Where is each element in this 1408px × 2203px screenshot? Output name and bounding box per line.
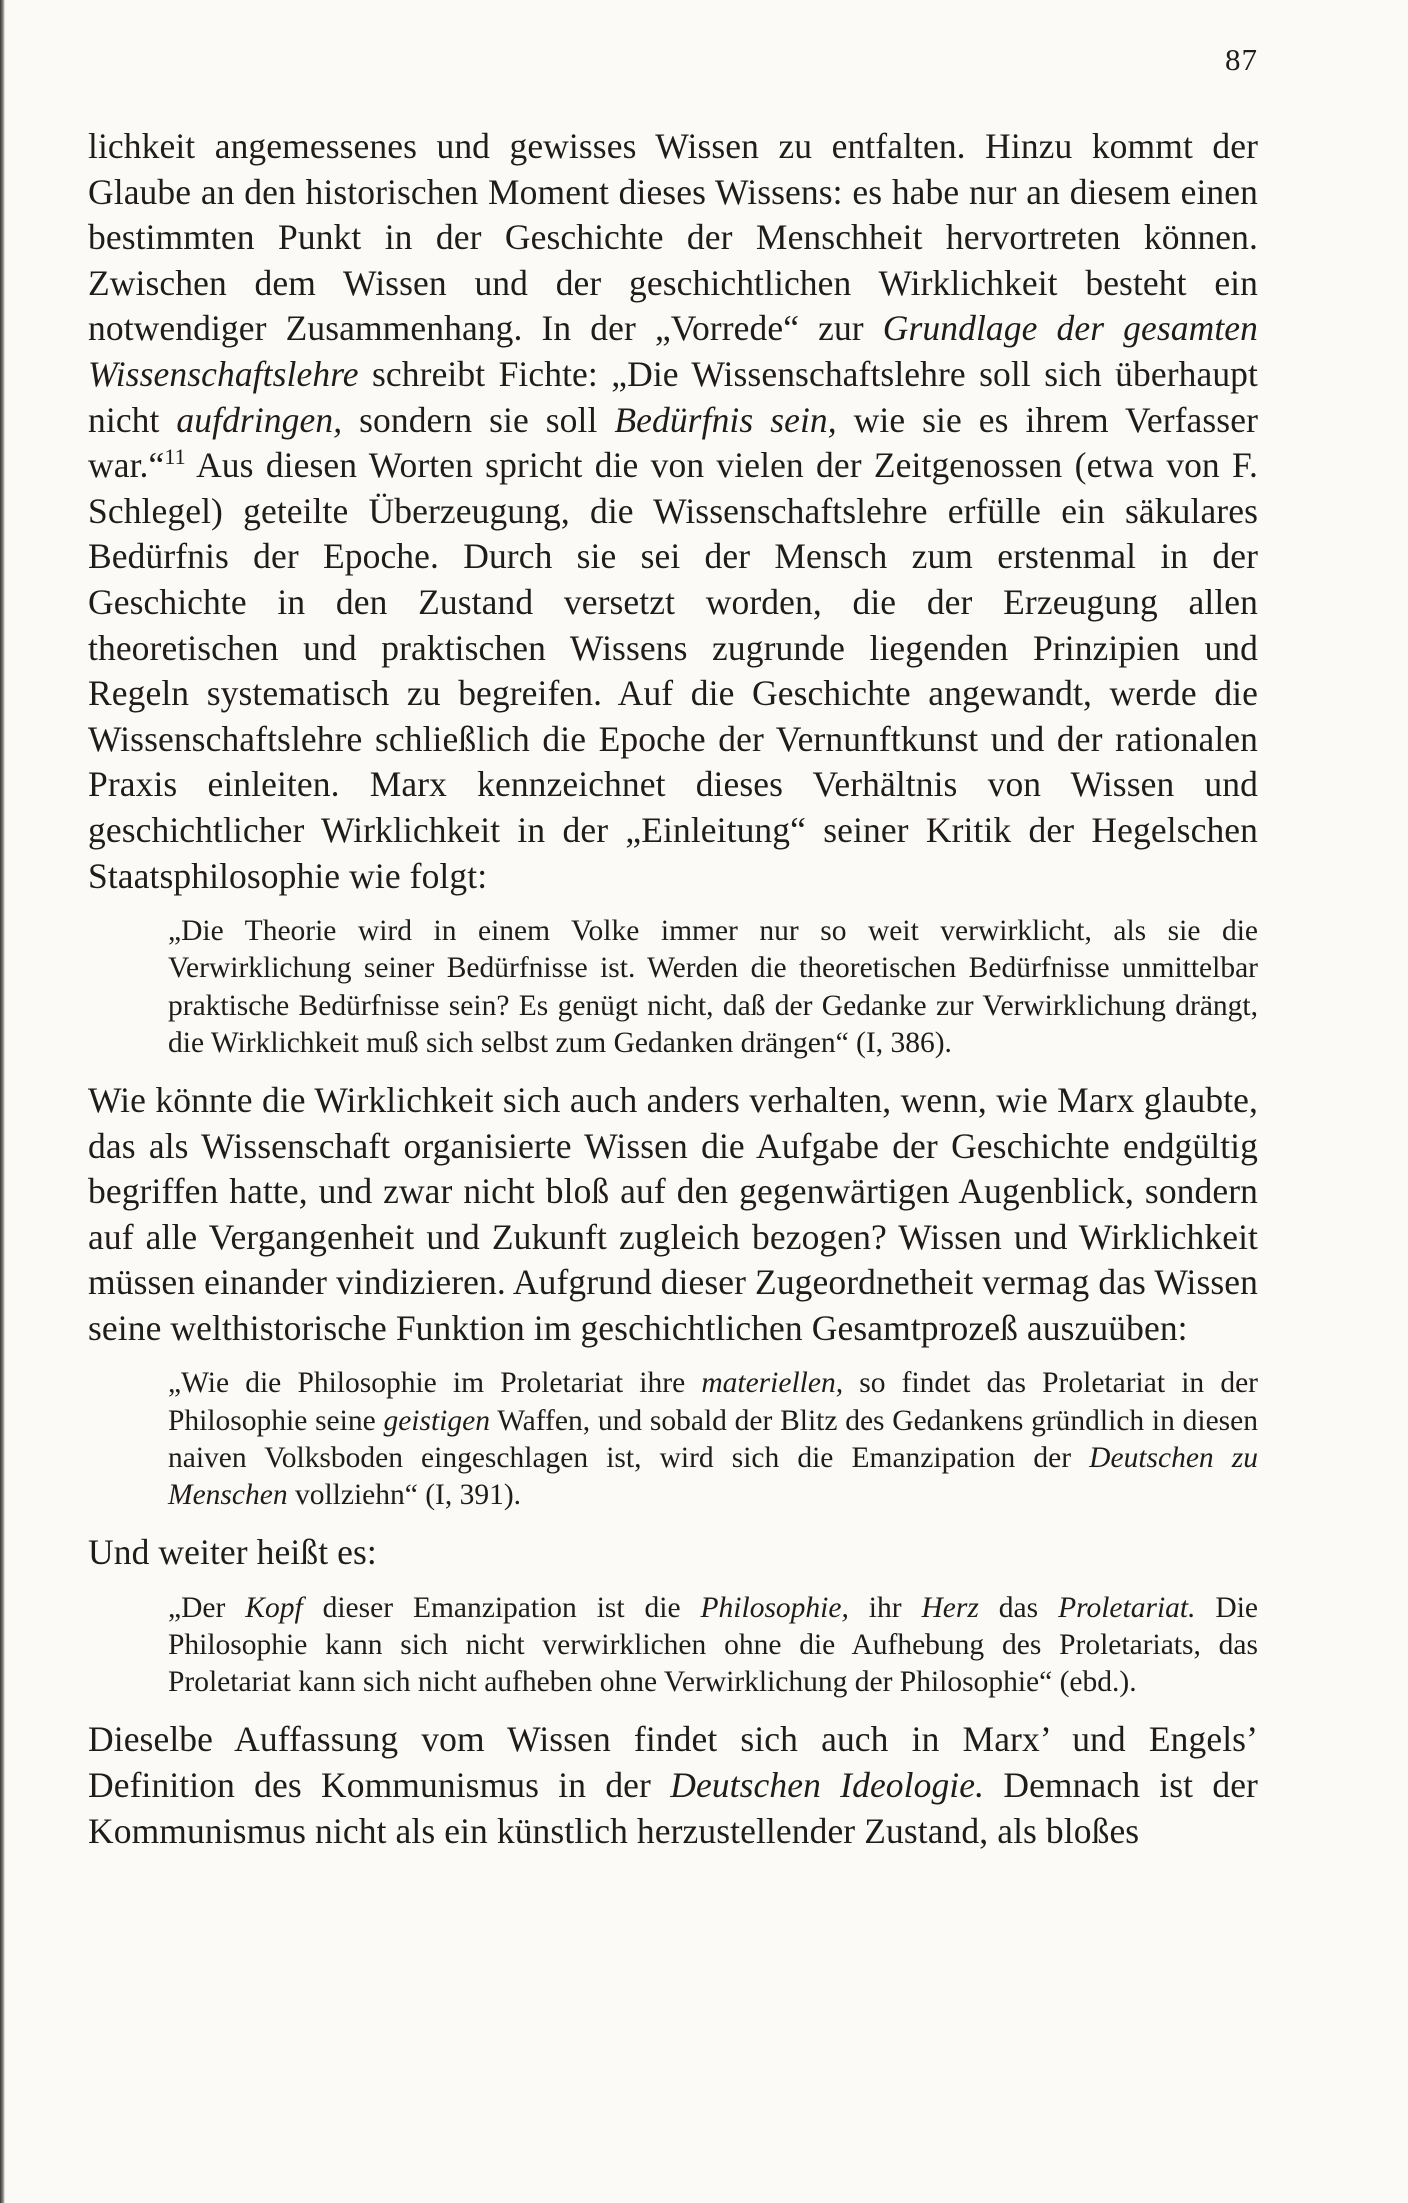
italic-text: Bedürfnis sein, [614, 399, 837, 440]
block-quote [168, 1365, 1258, 1514]
text-run: wie sie es ihrem Verfasser war.“ [88, 399, 1259, 486]
text-run: lichkeit angemessenes und gewisses Wissen zu entfalten. Hinzu kommt der Glaube an den historischen Moment dieses Wissens: es habe nur an diesem einen bestimmten Punkt in der Geschichte der Menschheit hervortreten können. Zwischen dem Wissen und der geschichtlichen Wirklichkeit besteht ein notwendiger Zusammenhang. In der „Vorrede“ zur [88, 126, 1258, 349]
text-run: „Der [168, 1591, 246, 1624]
text-run: schreibt Fichte: „Die Wissenschaftslehre soll sich überhaupt nicht [88, 353, 1258, 440]
italic-text: Proletariat. [1058, 1591, 1196, 1624]
block-quote [168, 913, 1258, 1062]
text-run: „Wie die Philosophie im Proletariat ihre [168, 1367, 702, 1400]
body-paragraph [88, 1530, 1258, 1576]
text-run: ihr [848, 1591, 922, 1624]
body-paragraph [88, 1078, 1258, 1352]
page-edge-shadow [0, 0, 5, 2203]
text-run: sondern sie soll [342, 399, 615, 440]
italic-text: Deutschen Ideologie. [670, 1765, 985, 1806]
text-run: Waffen, und sobald der Blitz des Gedankens gründlich in diesen naiven Volksboden eingeschlagen ist, wird sich die Emanzipation der [168, 1404, 1258, 1474]
text-run: das [978, 1591, 1059, 1624]
text-run: so findet das Proletariat in der Philosophie seine [168, 1367, 1258, 1437]
body-paragraph [88, 1717, 1258, 1854]
page-body [88, 124, 1258, 1854]
text-run: Und weiter heißt es: [88, 1532, 377, 1573]
italic-text: materiellen, [701, 1367, 844, 1400]
footnote-reference: 11 [164, 444, 186, 470]
italic-text: Herz [921, 1591, 979, 1624]
italic-text: aufdringen, [176, 399, 343, 440]
page-number: 87 [1225, 42, 1258, 77]
italic-text: geistigen [383, 1404, 490, 1437]
body-paragraph [88, 124, 1258, 899]
text-run: Wie könnte die Wirklichkeit sich auch anders verhalten, wenn, wie Marx glaubte, das als Wissenschaft organisierte Wissen die Aufgabe der Geschichte endgültig begriffen hatte, und zwar nicht bloß auf den gegenwärtigen Augenblick, sondern auf alle Vergangenheit und Zukunft zugleich bezogen? Wissen und Wirklichkeit müssen einander vindizieren. Aufgrund dieser Zugeordnetheit vermag das Wissen seine welthistorische Funktion im geschichtlichen Gesamtprozeß auszuüben: [88, 1079, 1258, 1348]
text-run: vollziehn“ (I, 391). [287, 1479, 522, 1512]
italic-text: Philosophie, [700, 1591, 849, 1624]
italic-text: Deutschen zu Menschen [168, 1441, 1259, 1512]
text-run: Dieselbe Auffassung vom Wissen findet sich auch in Marx’ und Engels’ Definition des Kommunismus in der [88, 1719, 1258, 1806]
text-run: dieser Emanzipation ist die [302, 1591, 701, 1624]
text-run: Die Philosophie kann sich nicht verwirklichen ohne die Aufhebung des Proletariats, das Proletariat kann sich nicht aufheben ohne Verwirklichung der Philosophie“ (ebd.). [168, 1591, 1259, 1699]
italic-text: Kopf [245, 1591, 303, 1624]
italic-text: Grundlage der gesamten Wissenschaftslehre [88, 308, 1259, 394]
block-quote [168, 1590, 1258, 1702]
text-run: Aus diesen Worten spricht die von vielen der Zeitgenossen (etwa von F. Schlegel) geteilte Überzeugung, die Wissenschaftslehre erfülle ein säkulares Bedürfnis der Epoche. Durch sie sei der Mensch zum erstenmal in der Geschichte in den Zustand versetzt worden, die der Erzeugung allen theoretischen und praktischen Wissens zugrunde liegenden Prinzipien und Regeln systematisch zu begreifen. Auf die Geschichte angewandt, werde die Wissenschaftslehre schließlich die Epoche der Vernunftkunst und der rationalen Praxis einleiten. Marx kennzeichnet dieses Verhältnis von Wissen und geschichtlicher Wirklichkeit in der „Einleitung“ seiner Kritik der Hegelschen Staatsphilosophie wie folgt: [88, 445, 1258, 896]
text-run: Demnach ist der Kommunismus nicht als ein künstlich herzustellender Zustand, als bloßes [88, 1765, 1258, 1851]
text-run: „Die Theorie wird in einem Volke immer nur so weit verwirklicht, als sie die Verwirklichung seiner Bedürfnisse ist. Werden die theoretischen Bedürfnisse unmittelbar praktische Bedürfnisse sein? Es genügt nicht, daß der Gedanke zur Verwirklichung drängt, die Wirklichkeit muß sich selbst zum Gedanken drängen“ (I, 386). [168, 915, 1258, 1059]
